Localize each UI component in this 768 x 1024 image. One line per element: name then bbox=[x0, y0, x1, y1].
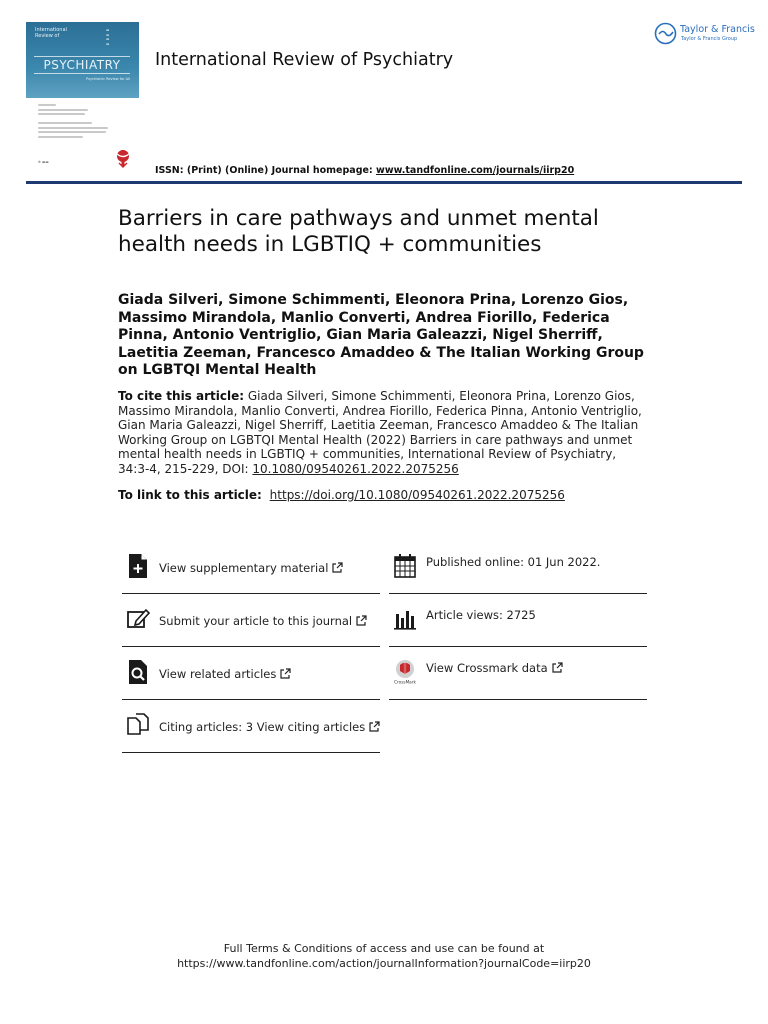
external-link-icon bbox=[332, 562, 343, 573]
cover-title: PSYCHIATRY bbox=[34, 56, 130, 74]
journal-name: International Review of Psychiatry bbox=[155, 50, 454, 70]
citing-articles-row[interactable] bbox=[122, 700, 380, 753]
related-articles-row[interactable] bbox=[122, 647, 380, 700]
article-link-line bbox=[118, 488, 658, 502]
search-document-icon bbox=[126, 659, 150, 685]
crossmark-icon bbox=[393, 659, 417, 685]
citation-doi-link[interactable]: 10.1080/09540261.2022.2075256 bbox=[252, 461, 459, 476]
file-add-icon bbox=[126, 553, 150, 579]
external-link-icon bbox=[280, 668, 291, 679]
published-date-row bbox=[389, 541, 647, 594]
citation-block bbox=[118, 389, 646, 477]
article-doi-link[interactable]: https://doi.org/10.1080/09540261.2022.2075256 bbox=[269, 488, 565, 502]
journal-cover-thumbnail bbox=[26, 22, 139, 98]
article-title: Barriers in care pathways and unmet mental health needs in LGBTIQ + communities bbox=[118, 206, 599, 257]
article-views: Article views: 2725 bbox=[426, 608, 536, 622]
supplementary-material-row[interactable] bbox=[122, 541, 380, 594]
footer-line-1: Full Terms & Conditions of access and use can be found at bbox=[223, 942, 545, 955]
journal-homepage-link[interactable]: www.tandfonline.com/journals/iirp20 bbox=[376, 165, 575, 176]
cover-side-lines: ▬ ▬ ▬ ▬ bbox=[106, 28, 110, 46]
publisher-name: Taylor & Francis bbox=[680, 24, 755, 35]
calendar-icon bbox=[393, 553, 417, 579]
external-link-icon bbox=[369, 721, 380, 732]
issn-label: ISSN: (Print) (Online) Journal homepage: bbox=[155, 165, 373, 176]
author-list: Giada Silveri, Simone Schimmenti, Eleonora Prina, Lorenzo Gios, Massimo Mirandola, Manlio Converti, Andrea Fiorillo, Federica Pinna, Antonio Ventriglio, Gian Maria Galeazzi, Nigel Sherriff, Laetitia Zeeman, Francesco Amaddeo & The Italian Working Group on LGBTQI Mental Health bbox=[118, 292, 644, 378]
publisher-group: Taylor & Francis Group bbox=[681, 36, 738, 42]
bar-chart-icon bbox=[393, 606, 417, 632]
published-date: Published online: 01 Jun 2022. bbox=[426, 555, 601, 569]
cover-editor-lines bbox=[38, 104, 128, 140]
external-link-icon bbox=[552, 662, 563, 673]
taylor-francis-icon bbox=[654, 22, 677, 45]
publisher-logo[interactable] bbox=[654, 22, 755, 48]
citation-text: Giada Silveri, Simone Schimmenti, Eleonora Prina, Lorenzo Gios, Massimo Mirandola, Manlio Converti, Andrea Fiorillo, Federica Pinna, Antonio Ventriglio, Gian Maria Galeazzi, Nigel Sherriff, Laetitia Zeeman, Francesco Amaddeo & The Italian Working Group on LGBTQI Mental Health (2022) Barriers in care pathways and unmet mental health needs in LGBTIQ + communities, International Review of Psychiatry, 34:3-4, 215-229, DOI: bbox=[118, 389, 642, 476]
supplementary-material-link[interactable]: View supplementary material bbox=[159, 561, 343, 575]
society-emblem-icon bbox=[113, 148, 133, 168]
submit-article-row[interactable] bbox=[122, 594, 380, 647]
citing-documents-icon bbox=[126, 712, 150, 738]
citing-articles-link[interactable]: Citing articles: 3 View citing articles bbox=[159, 720, 380, 734]
submit-article-link[interactable]: Submit your article to this journal bbox=[159, 614, 367, 628]
issn-line bbox=[155, 165, 574, 176]
edit-icon bbox=[126, 606, 150, 632]
external-link-icon bbox=[356, 615, 367, 626]
article-views-row bbox=[389, 594, 647, 647]
cover-subtitle: Psychiatric Review for All bbox=[86, 77, 130, 81]
footer-terms-link[interactable]: https://www.tandfonline.com/action/journalInformation?journalCode=iirp20 bbox=[177, 957, 591, 970]
link-label: To link to this article: bbox=[118, 488, 262, 502]
cover-top-text: International Review of bbox=[35, 27, 67, 39]
citation-label: To cite this article: bbox=[118, 389, 245, 403]
crossmark-link[interactable]: View Crossmark data bbox=[426, 661, 563, 675]
related-articles-link[interactable]: View related articles bbox=[159, 667, 291, 681]
cover-publisher-logo: ⊕ ▬▬ bbox=[38, 160, 49, 164]
terms-footer bbox=[0, 941, 768, 971]
header-divider bbox=[26, 181, 742, 184]
crossmark-logo-text: CrossMark bbox=[394, 679, 416, 685]
crossmark-row[interactable] bbox=[389, 647, 647, 700]
